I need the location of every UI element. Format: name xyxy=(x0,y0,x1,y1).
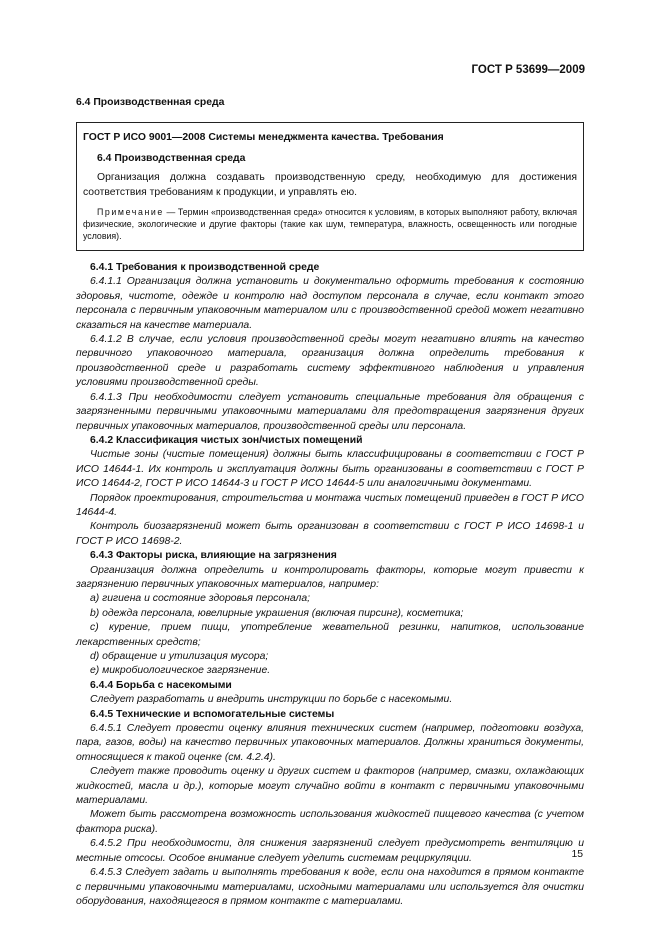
paragraph-6-4-5-1c: Может быть рассмотрена возможность использования жидкостей пищевого качества (с учетом фактора риска). xyxy=(76,809,584,835)
list-item: d) обращение и утилизация мусора; xyxy=(90,651,269,662)
paragraph-6-4-2-2: Порядок проектирования, строительства и монтажа чистых помещений приведен в ГОСТ Р ИСО 14644-4. xyxy=(76,492,584,518)
quoted-standard-box xyxy=(76,122,584,251)
document-body xyxy=(76,261,584,909)
paragraph-6-4-1-3: 6.4.1.3 При необходимости следует установить специальные требования для обращения с загрязненными первичными упаковочными материалами для предотвращения загрязнения других первичных упаковочных материалов, производственной среды или персонала. xyxy=(76,391,584,432)
heading-6-4-3: 6.4.3 Факторы риска, влияющие на загрязнения xyxy=(90,550,337,562)
paragraph-6-4-1-1: 6.4.1.1 Организация должна установить и документально оформить требования к состоянию здоровья, чистоте, одежде и контролю над доступом персонала в случае, если контакт этого персонала с первичным упаковочным материалом или с производственной средой может негативно сказаться на качестве материала. xyxy=(76,276,584,331)
list-item: c) курение, прием пищи, употребление жевательной резинки, напитков, использование лекарственных средств; xyxy=(76,622,584,648)
page-number: 15 xyxy=(571,849,583,860)
paragraph-6-4-3-intro: Организация должна определить и контролировать факторы, которые могут привести к загрязнению первичных упаковочных материалов, например: xyxy=(76,564,584,590)
paragraph-6-4-5-3: 6.4.5.3 Следует задать и выполнять требования к воде, если она находится в прямом контакте с первичными упаковочными материалами, исходными материалами или используется для очистки оборудования, находящегося в прямом контакте с материалами. xyxy=(76,867,584,907)
note-text: — Термин «производственная среда» относится к условиям, в которых выполняют работу, включая физические, экологические и другие факторы (такие как шум, температура, влажность, освещенность или погодные условия). xyxy=(83,207,577,242)
paragraph-6-4-1-2: 6.4.1.2 В случае, если условия производственной среды могут негативно влиять на качество первичного упаковочного материала, организация должна определить требования к производственной среде и разработать систему эффективного наблюдения и управления условиями производственной среды. xyxy=(76,334,584,389)
list-item: e) микробиологическое загрязнение. xyxy=(90,665,271,677)
note-label: Примечание xyxy=(97,207,164,218)
heading-6-4-5: 6.4.5 Технические и вспомогательные системы xyxy=(90,708,335,720)
heading-6-4-4: 6.4.4 Борьба с насекомыми xyxy=(90,679,232,691)
box-title: ГОСТ Р ИСО 9001—2008 Системы менеджмента качества. Требования xyxy=(83,132,444,144)
box-paragraph: Организация должна создавать производственную среду, необходимую для достижения соответствия требованиям к продукции, и управлять ею. xyxy=(83,172,577,198)
box-subheading: 6.4 Производственная среда xyxy=(97,152,246,164)
paragraph-6-4-5-1a: 6.4.5.1 Следует провести оценку влияния технических систем (например, подготовки воздуха, пара, газов, воды) на качество первичных упаковочных материалов. Должны храниться документы, относящиеся к такой оценке (см. 4.2.4). xyxy=(76,723,584,763)
paragraph-6-4-5-2: 6.4.5.2 При необходимости, для снижения загрязнений следует предусмотреть вентиляцию и местные отсосы. Особое внимание следует уделить системам рециркуляции. xyxy=(76,838,584,864)
paragraph-6-4-4: Следует разработать и внедрить инструкции по борьбе с насекомыми. xyxy=(90,694,453,706)
heading-6-4-2: 6.4.2 Классификация чистых зон/чистых помещений xyxy=(90,434,363,446)
page-content xyxy=(76,96,584,909)
list-item: b) одежда персонала, ювелирные украшения (включая пирсинг), косметика; xyxy=(90,607,464,619)
paragraph-6-4-5-1b: Следует также проводить оценку и других систем и факторов (например, смазки, охлаждающих жидкостей, масла и др.), которые могут случайно войти в контакт с первичными упаковочными материалами. xyxy=(76,766,584,807)
document-id: ГОСТ Р 53699—2009 xyxy=(471,64,585,76)
heading-6-4-1: 6.4.1 Требования к производственной среде xyxy=(90,262,320,274)
paragraph-6-4-2-1: Чистые зоны (чистые помещения) должны быть классифицированы в соответствии с ГОСТ Р ИСО 14644-1. Их контроль и эксплуатация должны быть организованы в соответствии с ГОСТ Р ИСО 14644-2, ГОСТ Р ИСО 14644-3 и ГОСТ Р ИСО 14644-5 или аналогичными документами. xyxy=(76,449,584,490)
box-note xyxy=(83,206,577,242)
paragraph-6-4-2-3: Контроль биозагрязнений может быть организован в соответствии с ГОСТ Р ИСО 14698-1 и ГОСТ Р ИСО 14698-2. xyxy=(76,521,584,547)
list-item: а) гигиена и состояние здоровья персонала; xyxy=(90,593,311,605)
section-heading-6-4: 6.4 Производственная среда xyxy=(76,97,225,108)
